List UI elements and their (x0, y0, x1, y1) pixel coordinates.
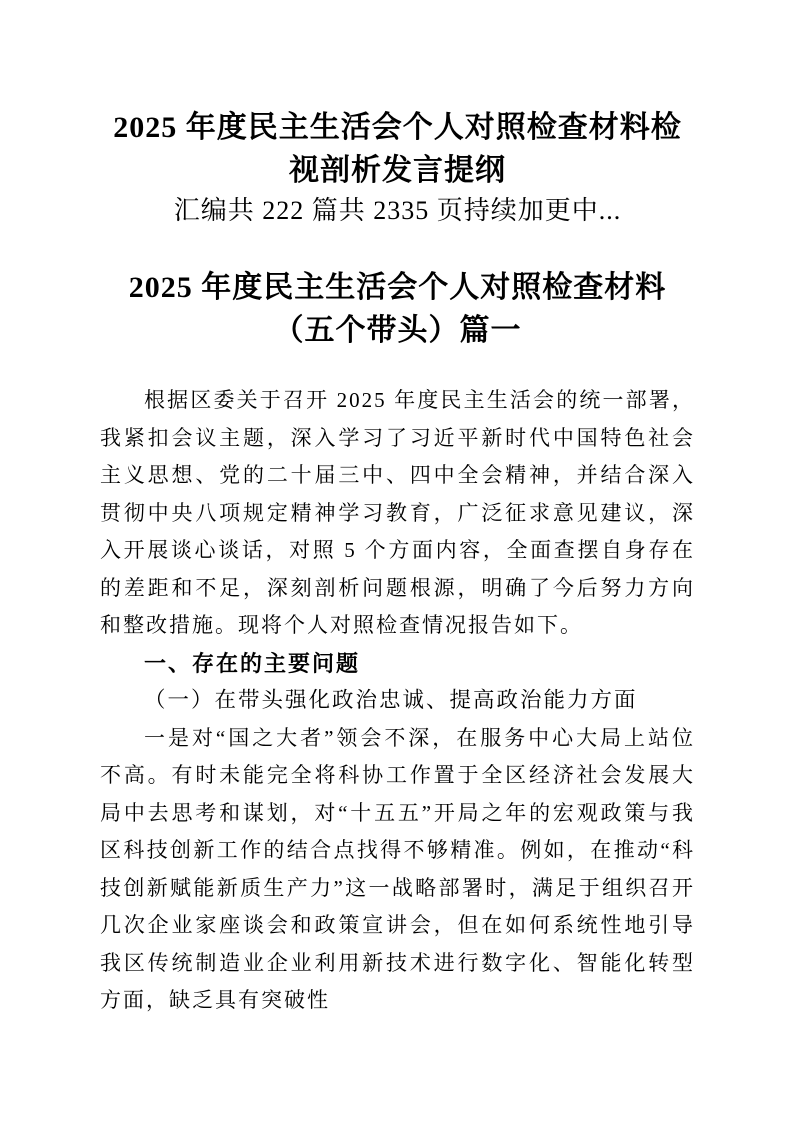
section-title: 2025 年度民主生活会个人对照检查材料（五个带头）篇一 (128, 271, 667, 347)
document-title: 2025 年度民主生活会个人对照检查材料检视剖析发言提纲 (113, 111, 682, 187)
paragraph-problem-one: 一是对“国之大者”领会不深，在服务中心大局上站位不高。有时未能完全将科协工作置于全区经济社会发展大局中去思考和谋划，对“十五五”开局之年的宏观政策与我区科技创新工作的结合点找得不够精准。例如，在推动“科技创新赋能新质生产力”这一战略部署时，满足于组织召开几次企业家座谈会和政策宣讲会，但在如何系统性地引导我区传统制造业企业利用新技术进行数字化、智能化转型方面，缺乏具有突破性 (100, 725, 695, 1012)
paragraph-intro: 根据区委关于召开 2025 年度民主生活会的统一部署，我紧扣会议主题，深入学习了习近平新时代中国特色社会主义思想、党的二十届三中、四中全会精神，并结合深入贯彻中央八项规定精神学习教育，广泛征求意见建议，深入开展谈心谈话，对照 5 个方面内容，全面查摆自身存在的差距和不足，深刻剖析问题根源，明确了今后努力方向和整改措施。现将个人对照检查情况报告如下。 (100, 388, 695, 637)
compilation-note: 汇编共 222 篇共 2335 页持续加更中... (173, 196, 622, 225)
heading-sub-political-loyalty: （一）在带头强化政治忠诚、提高政治能力方面 (144, 688, 638, 712)
heading-main-problems: 一、存在的主要问题 (144, 650, 361, 676)
